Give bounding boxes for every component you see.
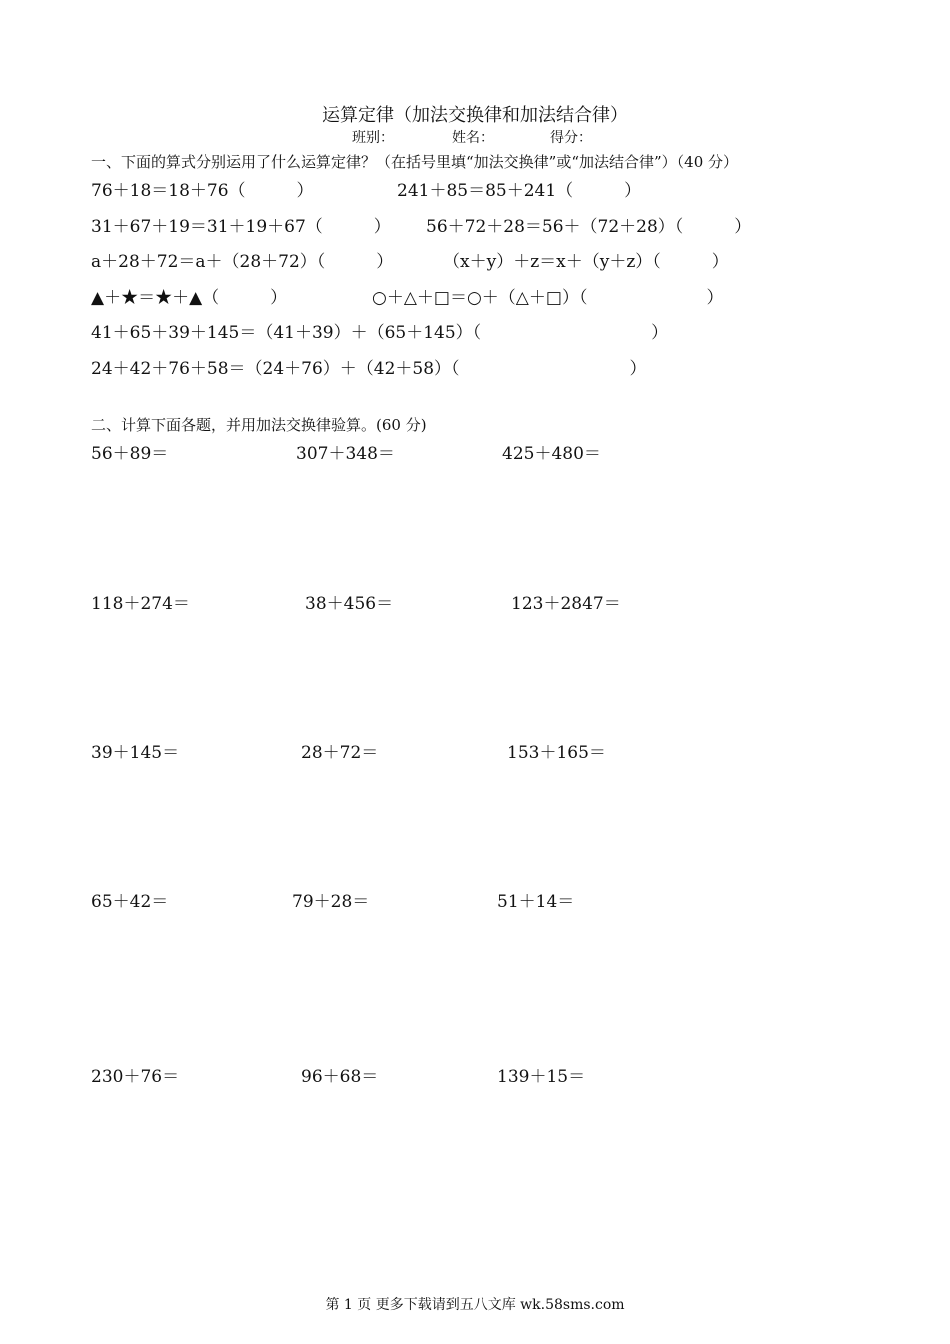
name-label: 姓名：: [452, 130, 494, 146]
calc-problem: 28＋72＝: [301, 743, 379, 763]
law-question: 24＋42＋76＋58＝（24＋76）＋（42＋58）（ ）: [91, 359, 647, 379]
law-question: 56＋72＋28＝56＋（72＋28）（ ）: [426, 217, 752, 237]
law-question: ○＋△＋□＝○＋（△＋□）（ ）: [372, 288, 724, 308]
page-title: 运算定律（加法交换律和加法结合律）: [322, 105, 628, 126]
page-footer: 第 1 页 更多下载请到五八文库 wk.58sms.com: [325, 1297, 625, 1313]
calc-problem: 307＋348＝: [296, 444, 395, 464]
calc-problem: 65＋42＝: [91, 892, 169, 912]
law-question: ▲＋★＝★＋▲（ ）: [91, 288, 288, 308]
class-label: 班别：: [352, 130, 394, 146]
calc-problem: 118＋274＝: [91, 594, 190, 614]
calc-problem: 123＋2847＝: [511, 594, 621, 614]
law-question: 241＋85＝85＋241（ ）: [397, 181, 642, 201]
calc-problem: 153＋165＝: [507, 743, 606, 763]
calc-problem: 39＋145＝: [91, 743, 180, 763]
calc-problem: 56＋89＝: [91, 444, 169, 464]
score-label: 得分：: [550, 130, 592, 146]
calc-problem: 230＋76＝: [91, 1067, 180, 1087]
law-question: 31＋67＋19＝31＋19＋67（ ）: [91, 217, 391, 237]
law-question: 76＋18＝18＋76（ ）: [91, 181, 314, 201]
calc-problem: 425＋480＝: [502, 444, 601, 464]
calc-problem: 51＋14＝: [497, 892, 575, 912]
law-question: 41＋65＋39＋145＝（41＋39）＋（65＋145）（ ）: [91, 323, 669, 343]
law-question: （x＋y）＋z＝x＋（y＋z）（ ）: [443, 252, 729, 272]
section1-heading: 一、下面的算式分别运用了什么运算定律？（在括号里填“加法交换律”或“加法结合律”）（40 分）: [91, 153, 739, 171]
calc-problem: 38＋456＝: [305, 594, 394, 614]
section2-heading: 二、计算下面各题，并用加法交换律验算。(60 分): [91, 416, 427, 434]
calc-problem: 96＋68＝: [301, 1067, 379, 1087]
calc-problem: 139＋15＝: [497, 1067, 586, 1087]
law-question: a＋28＋72＝a＋（28＋72）（ ）: [91, 252, 394, 272]
calc-problem: 79＋28＝: [292, 892, 370, 912]
